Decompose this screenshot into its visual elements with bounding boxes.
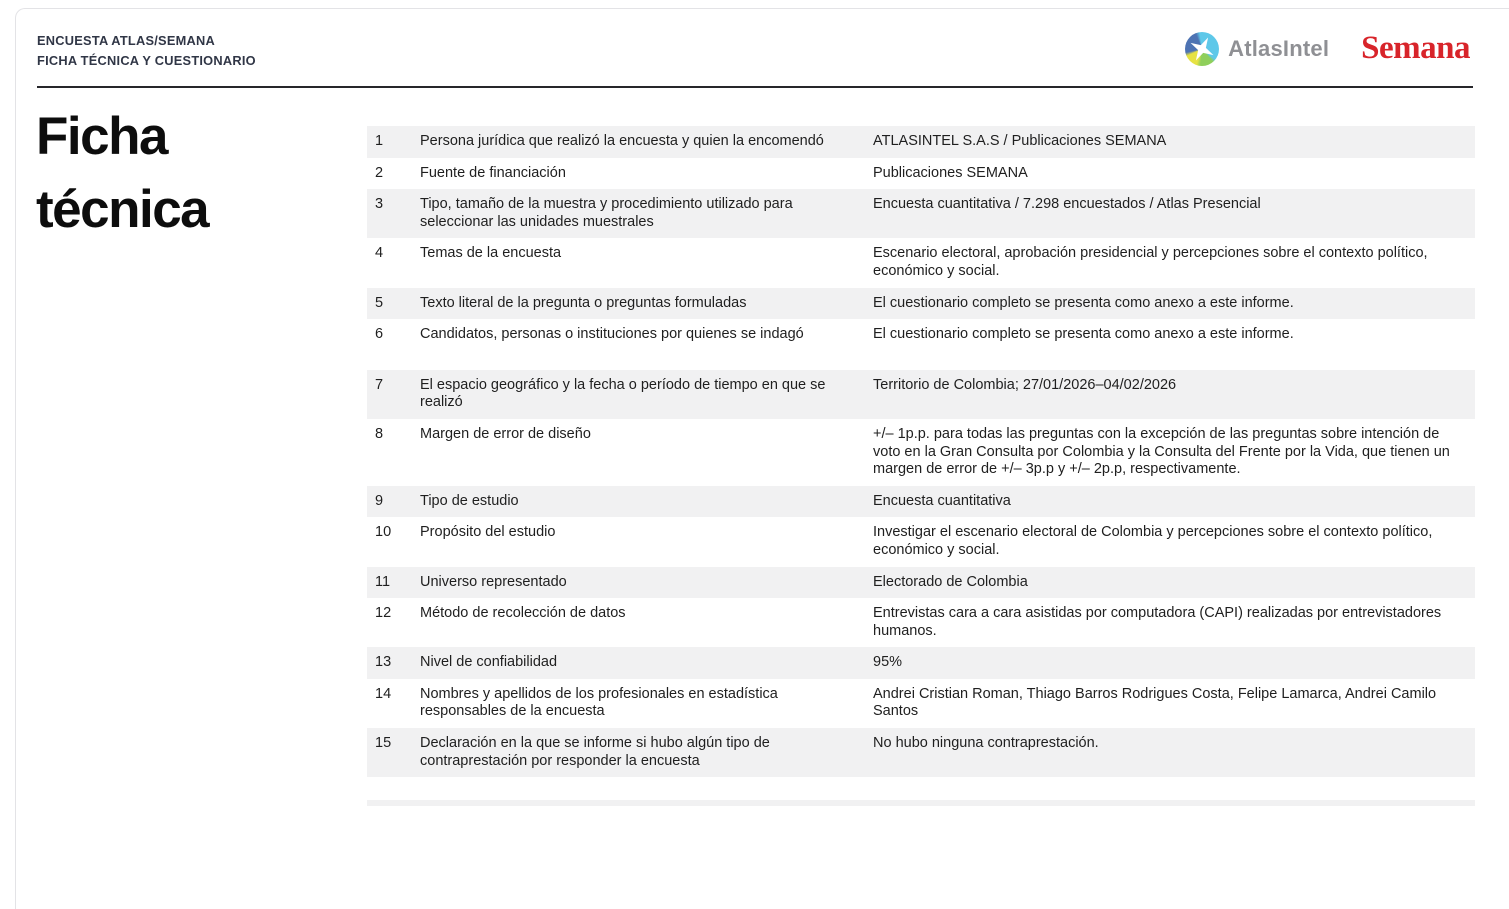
row-question: Universo representado [420,573,567,590]
row-answer: El cuestionario completo se presenta como anexo a este informe. [873,326,1294,343]
page-title-line-1: Ficha [36,107,167,166]
row-question: Tipo de estudio [420,492,519,509]
table-row [367,419,1475,486]
row-answer: Escenario electoral, aprobación presidencial y percepciones sobre el contexto político, económico y social. [873,245,1428,279]
atlasintel-wordmark: AtlasIntel [1228,35,1330,61]
row-answer: Andrei Cristian Roman, Thiago Barros Rodrigues Costa, Felipe Lamarca, Andrei Camilo Santos [873,685,1437,720]
table-row [367,517,1475,566]
table-row [367,486,1475,518]
table-row [367,567,1475,599]
semana-logo: Semana [1361,30,1470,66]
row-question: Persona jurídica que realizó la encuesta y quien la encomendó [420,133,824,149]
table-row [367,370,1475,419]
atlas-star-icon [1185,31,1220,66]
table-row [367,288,1475,320]
table-row [367,158,1475,190]
row-question: Margen de error de diseño [420,425,591,442]
row-question: Nombres y apellidos de los profesionales en estadística responsables de la encuesta [420,685,778,720]
row-number: 3 [375,196,384,213]
row-question: Nivel de confiabilidad [420,654,558,671]
row-number: 10 [375,524,392,541]
row-answer: Entrevistas cara a cara asistidas por computadora (CAPI) realizadas por entrevistadores humanos. [873,605,1442,639]
row-answer: Territorio de Colombia; 27/01/2026–04/02/2026 [873,376,1177,393]
row-answer: El cuestionario completo se presenta como anexo a este informe. [873,294,1294,311]
row-number: 13 [375,654,392,671]
row-number: 1 [375,133,384,149]
header-divider [37,86,1473,88]
table-row [367,319,1475,351]
atlasintel-logo [1185,32,1329,66]
row-number: 5 [375,294,384,311]
table-row [367,189,1475,238]
kicker-line-2: FICHA TÉCNICA Y CUESTIONARIO [37,52,256,68]
table-row [367,728,1475,777]
page-title [36,100,208,246]
row-answer: Encuesta cuantitativa [873,492,1011,509]
table-row [367,126,1475,158]
row-question: Temas de la encuesta [420,245,562,262]
row-answer: Investigar el escenario electoral de Colombia y percepciones sobre el contexto político, económico y social. [873,524,1433,558]
table-row [367,679,1475,728]
kicker-line-1: ENCUESTA ATLAS/SEMANA [37,33,216,48]
row-question: Fuente de financiación [420,164,566,181]
row-question: Método de recolección de datos [420,605,626,622]
row-answer: Electorado de Colombia [873,573,1028,590]
row-answer: +/– 1p.p. para todas las preguntas con la excepción de las preguntas sobre intención de voto en la Gran Consulta por Colombia y la Consulta del Frente por la Vida, que tienen un margen de error de +/– 3p.p y +/– 2p.p, respectivamente. [873,425,1450,478]
document-kicker [37,31,256,70]
row-answer: Encuesta cuantitativa / 7.298 encuestados / Atlas Presencial [873,196,1261,213]
row-question: El espacio geográfico y la fecha o período de tiempo en que se realizó [420,376,826,411]
row-question: Tipo, tamaño de la muestra y procedimiento utilizado para seleccionar las unidades muestrales [420,196,793,230]
row-answer: Publicaciones SEMANA [873,164,1028,181]
partial-next-row [367,800,1475,806]
brand-logos [1185,30,1470,67]
row-answer: 95% [873,654,903,671]
row-number: 12 [375,605,392,622]
row-number: 11 [375,573,391,590]
row-number: 6 [375,326,384,343]
row-number: 2 [375,164,384,181]
table-row [367,598,1475,647]
page-title-line-2: técnica [36,180,209,239]
table-row [367,647,1475,679]
row-number: 8 [375,425,384,442]
ficha-table [367,126,1475,777]
row-number: 7 [375,376,384,393]
row-answer: No hubo ninguna contraprestación. [873,735,1099,752]
atlas-compass-icon [1185,32,1219,66]
row-number: 15 [375,735,392,752]
row-number: 14 [375,685,392,702]
row-question: Propósito del estudio [420,524,556,541]
table-row [367,238,1475,287]
row-number: 9 [375,492,384,509]
row-question: Candidatos, personas o instituciones por quienes se indagó [420,326,804,343]
row-question: Texto literal de la pregunta o preguntas formuladas [420,294,747,311]
row-question: Declaración en la que se informe si hubo algún tipo de contraprestación por responder la encuesta [420,735,770,769]
row-answer: ATLASINTEL S.A.S / Publicaciones SEMANA [873,133,1167,149]
row-number: 4 [375,245,384,262]
